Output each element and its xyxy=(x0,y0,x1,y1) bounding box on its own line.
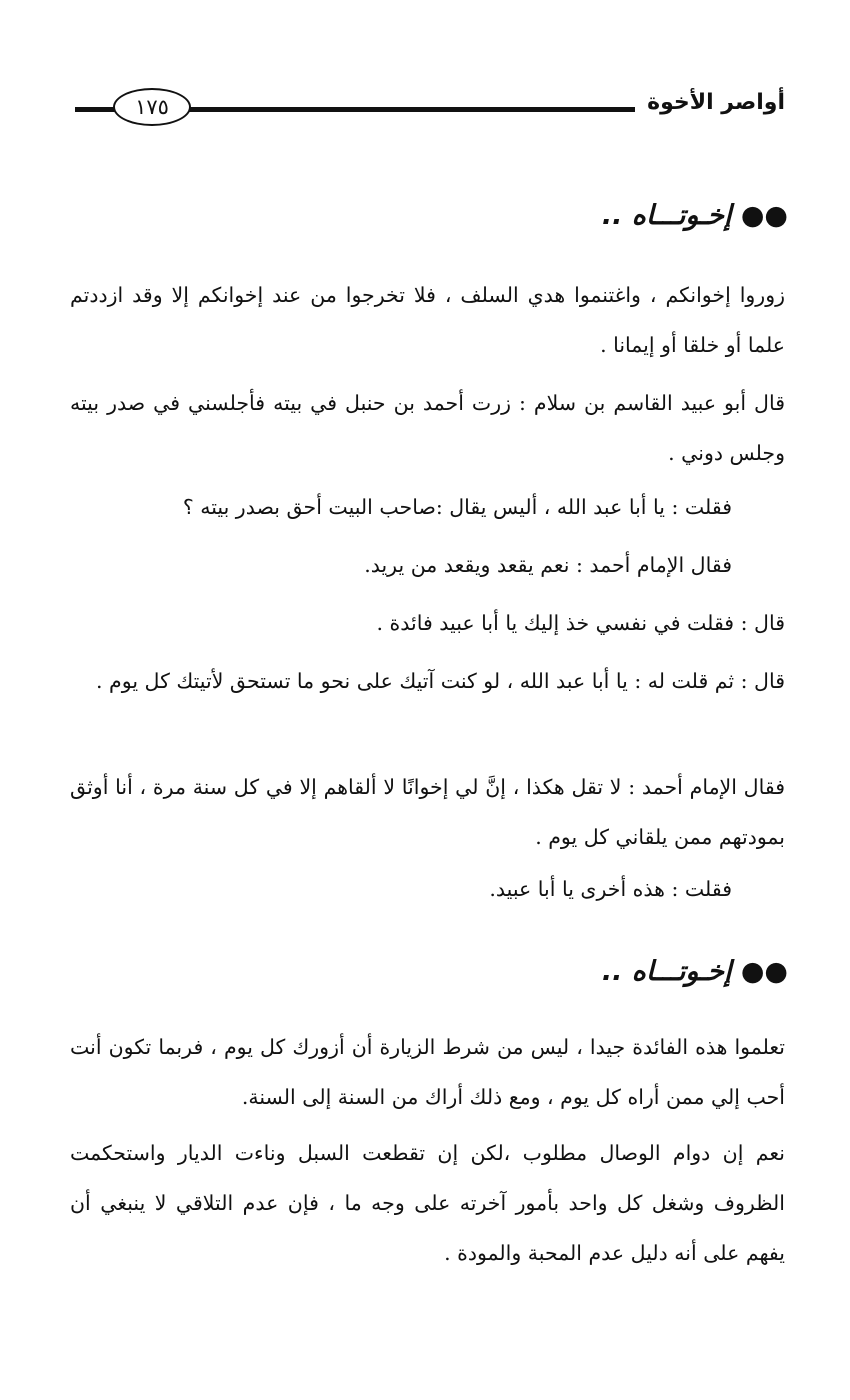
page-number: ١٧٥ xyxy=(113,88,191,126)
paragraph: فقلت : هذه أخرى يا أبا عبيد. xyxy=(489,877,732,901)
paragraph: قال : ثم قلت له : يا أبا عبد الله ، لو كنت آتيك على نحو ما تستحق لأتيتك كل يوم . xyxy=(96,669,785,693)
paragraph: قال أبو عبيد القاسم بن سلام : زرت أحمد بن حنبل في بيته فأجلسني في صدر بيته وجلس دوني . xyxy=(70,391,785,465)
section-heading: ●● إخـوتـــاه .. xyxy=(601,200,788,231)
paragraph: نعم إن دوام الوصال مطلوب ،لكن إن تقطعت السبل وناءت الديار واستحكمت الظروف وشغل كل واحد بأمور آخرته على وجه ما ، فإن عدم التلاقي لا ينبغي أن يفهم على أنه دليل عدم المحبة والمودة . xyxy=(70,1141,785,1265)
running-title: أواصر الأخوة xyxy=(647,90,785,115)
paragraph: فقال الإمام أحمد : لا تقل هكذا ، إنَّ لي إخوانًا لا ألقاهم إلا في كل سنة مرة ، أنا أوثق بمودتهم ممن يلقاني كل يوم . xyxy=(70,775,785,849)
paragraph: قال : فقلت في نفسي خذ إليك يا أبا عبيد فائدة . xyxy=(376,611,785,635)
section-heading: ●● إخـوتـــاه .. xyxy=(601,956,788,987)
paragraph: فقال الإمام أحمد : نعم يقعد ويقعد من يريد. xyxy=(364,553,732,577)
paragraph: تعلموا هذه الفائدة جيدا ، ليس من شرط الزيارة أن أزورك كل يوم ، فربما تكون أنت أحب إلي ممن أراه كل يوم ، ومع ذلك أراك من السنة إلى السنة. xyxy=(70,1035,785,1109)
page-header xyxy=(75,86,785,126)
paragraph: زوروا إخوانكم ، واغتنموا هدي السلف ، فلا تخرجوا من عند إخوانكم إلا وقد ازددتم علما أو خلقا أو إيمانا . xyxy=(70,283,785,357)
paragraph: فقلت : يا أبا عبد الله ، أليس يقال :صاحب البيت أحق بصدر بيته ؟ xyxy=(182,495,732,519)
